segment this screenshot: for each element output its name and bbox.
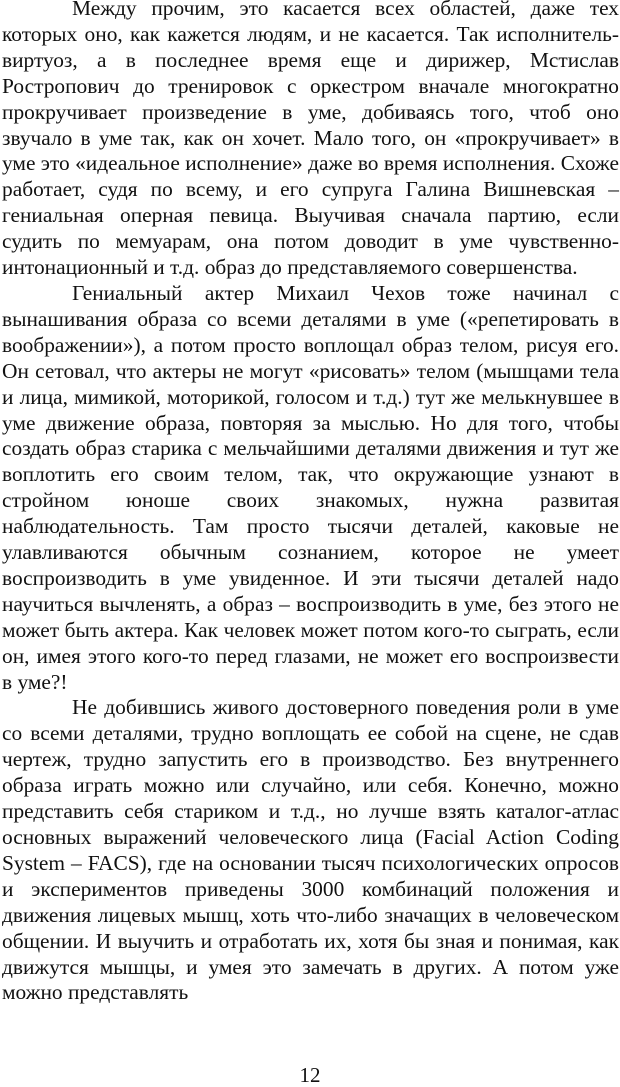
body-text [2,0,619,1006]
paragraph-3: Не добившись живого достоверного поведения роли в уме со всеми деталями, трудно воплощать ее собой на сцене, не сдав чертеж, трудно запустить его в производство. Без внутреннего образа играть можно или случайно, или себя. Конечно, можно представить себя стариком и т.д., но лучше взять каталог-атлас основных выражений человеческого лица (Facial Action Coding System – FACS), где на основании тысяч психологических опросов и экспериментов приведены 3000 комбинаций положения и движения лицевых мышц, хоть что-либо значащих в человеческом общении. И выучить и отработать их, хотя бы зная и понимая, как движутся мышцы, и умея это замечать в других. А потом уже можно представлять [2,695,619,1005]
page-number: 12 [299,1063,321,1087]
paragraph-1: Между прочим, это касается всех областей, даже тех которых оно, как кажется людям, и не касается. Так исполнитель-виртуоз, а в последнее время еще и дирижер, Мстислав Ростропович до тренировок с оркестром вначале многократно прокручивает произведение в уме, добиваясь того, чтоб оно звучало в уме так, как он хочет. Мало того, он «прокручивает» в уме это «идеальное исполнение» даже во время исполнения. Схоже работает, судя по всему, и его супруга Галина Вишневская – гениальная оперная певица. Выучивая сначала партию, если судить по мемуарам, она потом доводит в уме чувственно-интонационный и т.д. образ до представляемого совершенства. [2,0,619,280]
paragraph-2: Гениальный актер Михаил Чехов тоже начинал с вынашивания образа со всеми деталями в уме («репетировать в воображении»), а потом просто воплощал образ телом, рисуя его. Он сетовал, что актеры не могут «рисовать» телом (мышцами тела и лица, мимикой, моторикой, голосом и т.д.) тут же мелькнувшее в уме движение образа, повторяя за мыслью. Но для того, чтобы создать образ старика с мельчайшими деталями движения и тут же воплотить его своим телом, так, что окружающие узнают в стройном юноше своих знакомых, нужна развитая наблюдательность. Там просто тысячи деталей, каковые не улавливаются обычным сознанием, которое не умеет воспроизводить в уме увиденное. И эти тысячи деталей надо научиться вычленять, а образ – воспроизводить в уме, без этого не может быть актера. Как человек может потом кого-то сыграть, если он, имея этого кого-то перед глазами, не может его воспроизвести в уме?! [2,280,619,694]
